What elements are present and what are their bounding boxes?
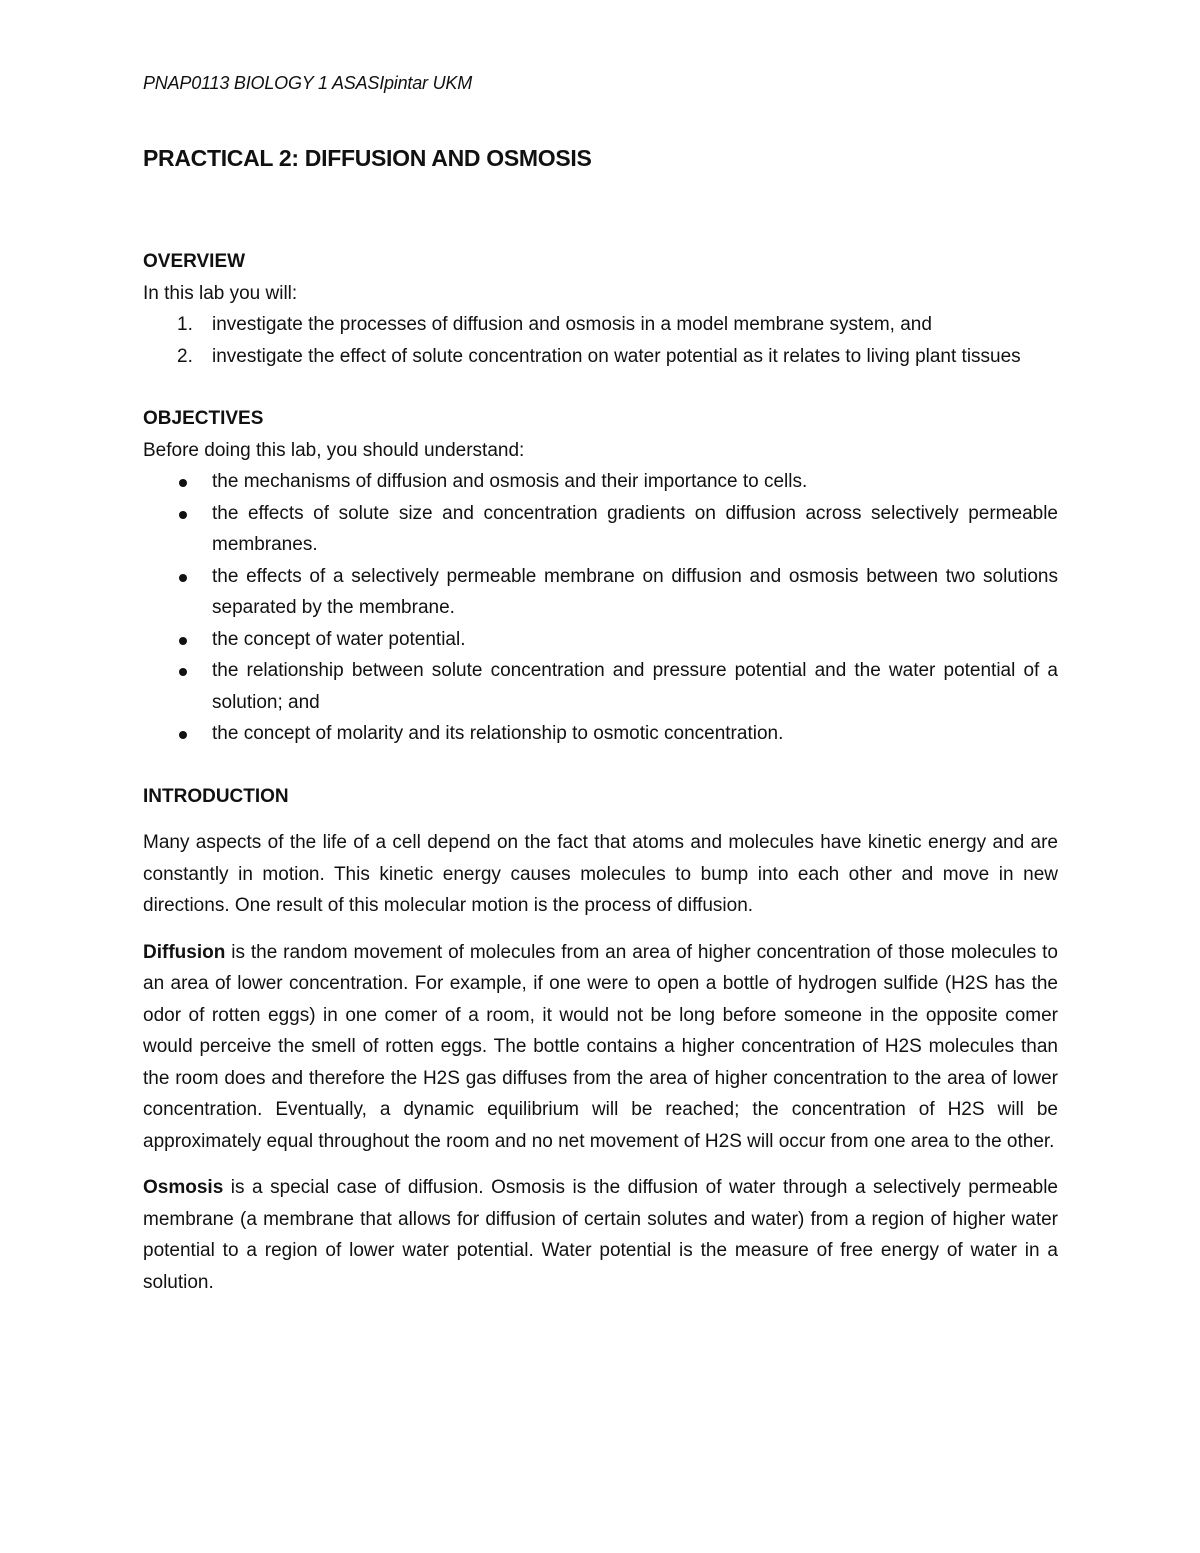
document-body xyxy=(143,246,1058,1298)
diffusion-term: Diffusion xyxy=(143,941,226,963)
objectives-list-item xyxy=(143,655,1058,718)
bullet-icon xyxy=(179,668,187,676)
objectives-intro: Before doing this lab, you should understand: xyxy=(143,439,525,461)
osmosis-paragraph xyxy=(143,1172,1058,1298)
bullet-icon xyxy=(179,511,187,519)
bullet-icon xyxy=(179,731,187,739)
objectives-list-item xyxy=(143,561,1058,624)
list-item-text: the relationship between solute concentration and pressure potential and the water potential of a solution; and xyxy=(212,660,1058,713)
overview-heading: OVERVIEW xyxy=(143,251,246,272)
running-header: PNAP0113 BIOLOGY 1 ASASIpintar UKM xyxy=(143,73,473,93)
overview-section xyxy=(143,246,1058,372)
osmosis-term: Osmosis xyxy=(143,1177,224,1198)
objectives-list-item xyxy=(143,718,1058,750)
objectives-list-item xyxy=(143,624,1058,656)
list-item-text: the effects of solute size and concentration gradients on diffusion across selectively permeable membranes. xyxy=(212,502,1058,555)
page-title: PRACTICAL 2: DIFFUSION AND OSMOSIS xyxy=(143,145,592,171)
introduction-paragraph: Many aspects of the life of a cell depend on the fact that atoms and molecules have kinetic energy and are constantly in motion. This kinetic energy causes molecules to bump into each other and move in new directions. One result of this molecular motion is the process of diffusion. xyxy=(143,832,1058,916)
objectives-list-item xyxy=(143,498,1058,561)
list-item-text: the effects of a selectively permeable membrane on diffusion and osmosis between two solutions separated by the membrane. xyxy=(212,565,1058,618)
list-item-text: investigate the effect of solute concentration on water potential as it relates to living plant tissues xyxy=(212,345,1021,367)
diffusion-paragraph xyxy=(143,937,1058,1158)
list-item-text: the mechanisms of diffusion and osmosis and their importance to cells. xyxy=(212,471,808,492)
bullet-icon xyxy=(179,574,187,582)
objectives-list xyxy=(143,466,1058,750)
list-number: 2. xyxy=(177,345,193,367)
overview-list-item xyxy=(143,341,1058,373)
objectives-list-item xyxy=(143,466,1058,498)
overview-intro: In this lab you will: xyxy=(143,282,298,304)
bullet-icon xyxy=(179,637,187,645)
bullet-icon xyxy=(179,479,187,487)
list-number: 1. xyxy=(177,314,193,335)
overview-list xyxy=(143,309,1058,372)
objectives-heading: OBJECTIVES xyxy=(143,408,264,429)
diffusion-text: is the random movement of molecules from an area of higher concentration of those molecules to an area of lower concentration. For example, if one were to open a bottle of hydrogen sulfide (H2S has the odor of rotten eggs) in one comer of a room, it would not be long before someone in the opposite comer would perceive the smell of rotten eggs. The bottle contains a higher concentration of H2S molecules than the room does and therefore the H2S gas diffuses from the area of higher concentration to the area of lower concentration. Eventually, a dynamic equilibrium will be reached; the concentration of H2S will be approximately equal throughout the room and no net movement of H2S will occur from one area to the other. xyxy=(143,941,1058,1152)
objectives-section xyxy=(143,403,1058,750)
list-item-text: the concept of water potential. xyxy=(212,628,466,650)
osmosis-text: is a special case of diffusion. Osmosis is the diffusion of water through a selectively permeable membrane (a membrane that allows for diffusion of certain solutes and water) from a region of higher water potential to a region of lower water potential. Water potential is the measure of free energy of water in a solution. xyxy=(143,1177,1058,1293)
overview-list-item xyxy=(143,309,1058,341)
list-item-text: the concept of molarity and its relationship to osmotic concentration. xyxy=(212,723,784,744)
introduction-heading: INTRODUCTION xyxy=(143,785,289,807)
list-item-text: investigate the processes of diffusion and osmosis in a model membrane system, and xyxy=(212,314,932,335)
introduction-section xyxy=(143,781,1058,1299)
